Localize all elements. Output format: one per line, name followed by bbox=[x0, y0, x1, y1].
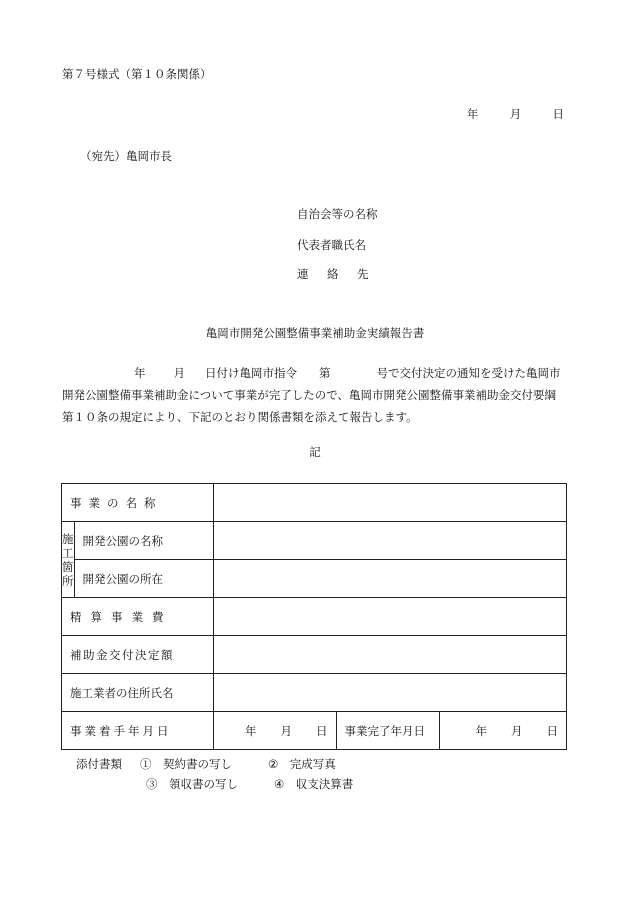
settlement-cost-label: 精算事業費 bbox=[62, 598, 214, 636]
start-date-value[interactable] bbox=[213, 712, 336, 750]
date-month: 月 bbox=[509, 107, 522, 121]
body-line-2: 開発公園整備事業補助金について事業が完了したので、亀岡市開発公園整備事業補助金交付要綱 bbox=[62, 388, 557, 402]
site-char: 工 bbox=[62, 545, 74, 560]
table-row bbox=[62, 522, 567, 560]
park-location-label: 開発公園の所在 bbox=[74, 560, 213, 598]
grant-amount-value[interactable] bbox=[213, 636, 566, 674]
body-year: 年 bbox=[134, 366, 146, 380]
grant-amount-label: 補助金交付決定額 bbox=[62, 636, 214, 674]
contact-char-2: 絡 bbox=[327, 267, 339, 281]
end-day: 日 bbox=[546, 723, 558, 738]
body-directive: 日付け亀岡市指令 bbox=[205, 366, 297, 380]
site-char: 箇 bbox=[62, 559, 74, 574]
attachment-item-2: ② 完成写真 bbox=[268, 757, 336, 771]
attachment-item-4: ④ 収支決算書 bbox=[274, 777, 354, 791]
org-name-label: 自治会等の名称 bbox=[297, 207, 378, 221]
park-name-value[interactable] bbox=[213, 522, 566, 560]
table-row bbox=[62, 598, 567, 636]
park-name-label: 開発公園の名称 bbox=[74, 522, 213, 560]
representative-label: 代表者職氏名 bbox=[297, 238, 366, 252]
table-row bbox=[62, 674, 567, 712]
body-number-prefix: 第 bbox=[319, 366, 331, 380]
date-year: 年 bbox=[466, 107, 479, 121]
body-line-3: 第１０条の規定により、下記のとおり関係書類を添えて報告します。 bbox=[62, 410, 418, 424]
addressee: （宛先）亀岡市長 bbox=[80, 149, 172, 163]
end-date-value[interactable] bbox=[439, 712, 566, 750]
contact-char-1: 連 bbox=[297, 267, 309, 281]
project-name-label: 事業の名称 bbox=[62, 484, 214, 522]
end-year: 年 bbox=[475, 723, 487, 738]
attachment-row-1 bbox=[76, 754, 353, 774]
start-year: 年 bbox=[245, 723, 257, 738]
date-day: 日 bbox=[552, 107, 564, 121]
table-row bbox=[62, 560, 567, 598]
end-month: 月 bbox=[511, 723, 523, 738]
site-char: 施 bbox=[62, 531, 74, 546]
body-decision: 号で交付決定の通知を受けた亀岡市 bbox=[376, 366, 561, 380]
park-location-value[interactable] bbox=[213, 560, 566, 598]
report-table bbox=[61, 483, 567, 750]
table-row bbox=[62, 636, 567, 674]
attachments-label: 添付書類 bbox=[76, 757, 122, 771]
body-line-1 bbox=[62, 362, 572, 384]
project-name-value[interactable] bbox=[213, 484, 566, 522]
attachments bbox=[76, 754, 353, 794]
contractor-label: 施工業者の住所氏名 bbox=[62, 674, 214, 712]
attachment-row-2 bbox=[76, 774, 353, 794]
settlement-cost-value[interactable] bbox=[213, 598, 566, 636]
start-month: 月 bbox=[280, 723, 293, 738]
body-month: 月 bbox=[173, 366, 185, 380]
ki-heading: 記 bbox=[309, 445, 321, 459]
site-char: 所 bbox=[62, 573, 74, 588]
end-date-label: 事業完了年月日 bbox=[336, 712, 439, 750]
form-number: 第７号様式（第１０条関係） bbox=[62, 67, 212, 81]
start-day: 日 bbox=[316, 723, 328, 738]
contractor-value[interactable] bbox=[213, 674, 566, 712]
contact-char-3: 先 bbox=[357, 267, 369, 281]
body-paragraph bbox=[62, 362, 572, 428]
contact-label bbox=[297, 266, 387, 282]
site-label bbox=[62, 522, 75, 598]
attachment-item-3: ③ 領収書の写し bbox=[146, 777, 238, 791]
document-title: 亀岡市開発公園整備事業補助金実績報告書 bbox=[205, 326, 425, 340]
attachment-item-1: ① 契約書の写し bbox=[140, 757, 232, 771]
table-row bbox=[62, 712, 567, 750]
report-date bbox=[467, 106, 564, 122]
table-row bbox=[62, 484, 567, 522]
start-date-label: 事業着手年月日 bbox=[62, 712, 214, 750]
